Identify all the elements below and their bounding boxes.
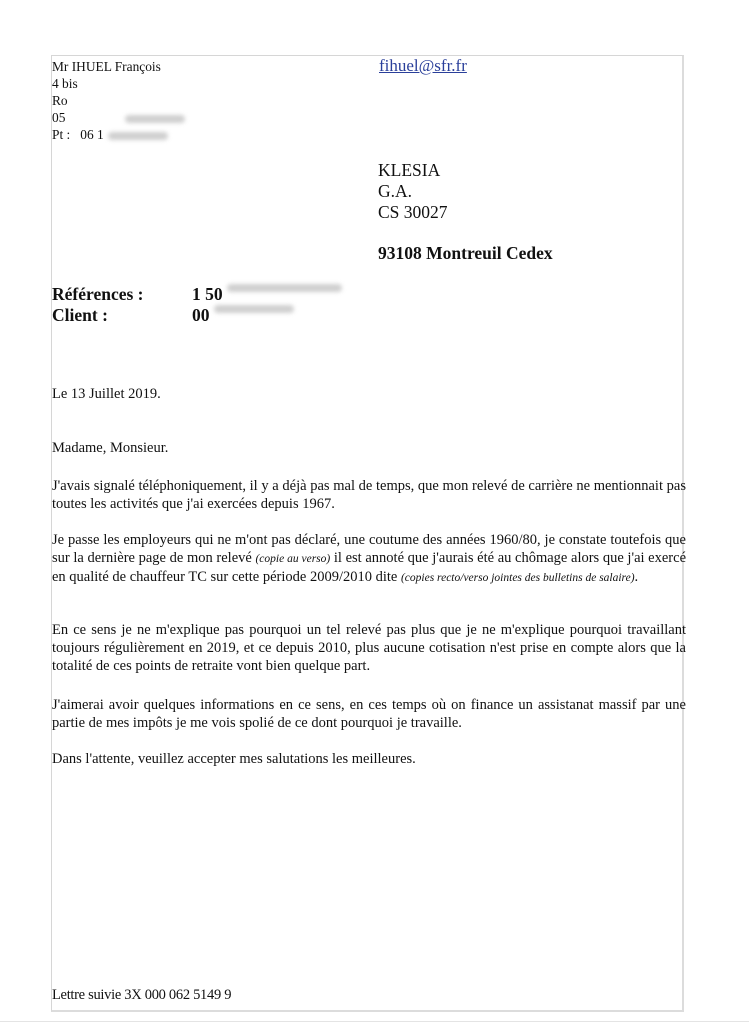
- client-row: [52, 305, 342, 326]
- paragraph-closing: Dans l'attente, veuillez accepter mes salutations les meilleures.: [52, 751, 416, 767]
- recipient-line3: CS 30027: [378, 202, 448, 222]
- references-block: [52, 284, 342, 326]
- recipient-line2: G.A.: [378, 181, 413, 201]
- note-copy-verso: (copie au verso): [255, 553, 331, 565]
- note-copies-bulletins: (copies recto/verso jointes des bulletins de salaire): [400, 572, 635, 584]
- reference-label: Références :: [52, 284, 144, 304]
- paragraph-3: En ce sens je ne m'explique pas pourquoi un tel relevé pas plus que je ne m'explique pourquoi travaillant toujours régulièrement en 2019, et ce depuis 2010, plus aucune cotisation n'est prise en compte alors que la totalité de ces points de retraite vont bien quelque part.: [52, 622, 686, 674]
- salutation: Madame, Monsieur.: [52, 440, 169, 456]
- letter-date: Le 13 Juillet 2019.: [52, 386, 161, 402]
- page-divider: [0, 1021, 749, 1022]
- reference-row: [52, 284, 342, 305]
- paragraph-4: J'aimerai avoir quelques informations en ce sens, en ces temps où on finance un assistanat massif par une partie de mes impôts je me vois spolié de ce dont pourquoi je travaille.: [52, 697, 686, 731]
- client-label: Client :: [52, 305, 108, 325]
- sender-address-line3: 05: [52, 109, 185, 126]
- sender-phone: Pt : 06 1: [52, 126, 185, 143]
- sender-name: Mr IHUEL François: [52, 59, 161, 74]
- sender-block: [52, 58, 185, 143]
- tracking-number: Lettre suivie 3X 000 062 5149 9: [52, 987, 232, 1003]
- paragraph-1: J'avais signalé téléphoniquement, il y a déjà pas mal de temps, que mon relevé de carrière ne mentionnait pas toutes les activités que j'ai exercées depuis 1967.: [52, 478, 686, 512]
- sender-address-line1: 4 bis: [52, 76, 78, 91]
- paragraph-2: Je passe les employeurs qui ne m'ont pas déclaré, une coutume des années 1960/80, je constate toutefois que sur la dernière page de mon relevé (copie au verso) il est annoté que j'aurais été au chômage alors que j'ai exercé en qualité de chauffeur TC sur cette période 2009/2010 dite (copies recto/verso jointes des bulletins de salaire).: [52, 532, 687, 585]
- client-value: 00: [192, 305, 210, 325]
- recipient-city: 93108 Montreuil Cedex: [378, 243, 553, 263]
- redacted-client: [214, 305, 294, 313]
- redacted-postal: [125, 115, 185, 123]
- sender-address-line2: Ro: [52, 93, 68, 108]
- recipient-line1: KLESIA: [378, 160, 441, 180]
- redacted-reference: [227, 284, 342, 292]
- recipient-block: [378, 160, 553, 264]
- email-link[interactable]: fihuel@sfr.fr: [379, 56, 467, 75]
- reference-value: 1 50: [192, 284, 223, 304]
- redacted-phone: [108, 132, 168, 140]
